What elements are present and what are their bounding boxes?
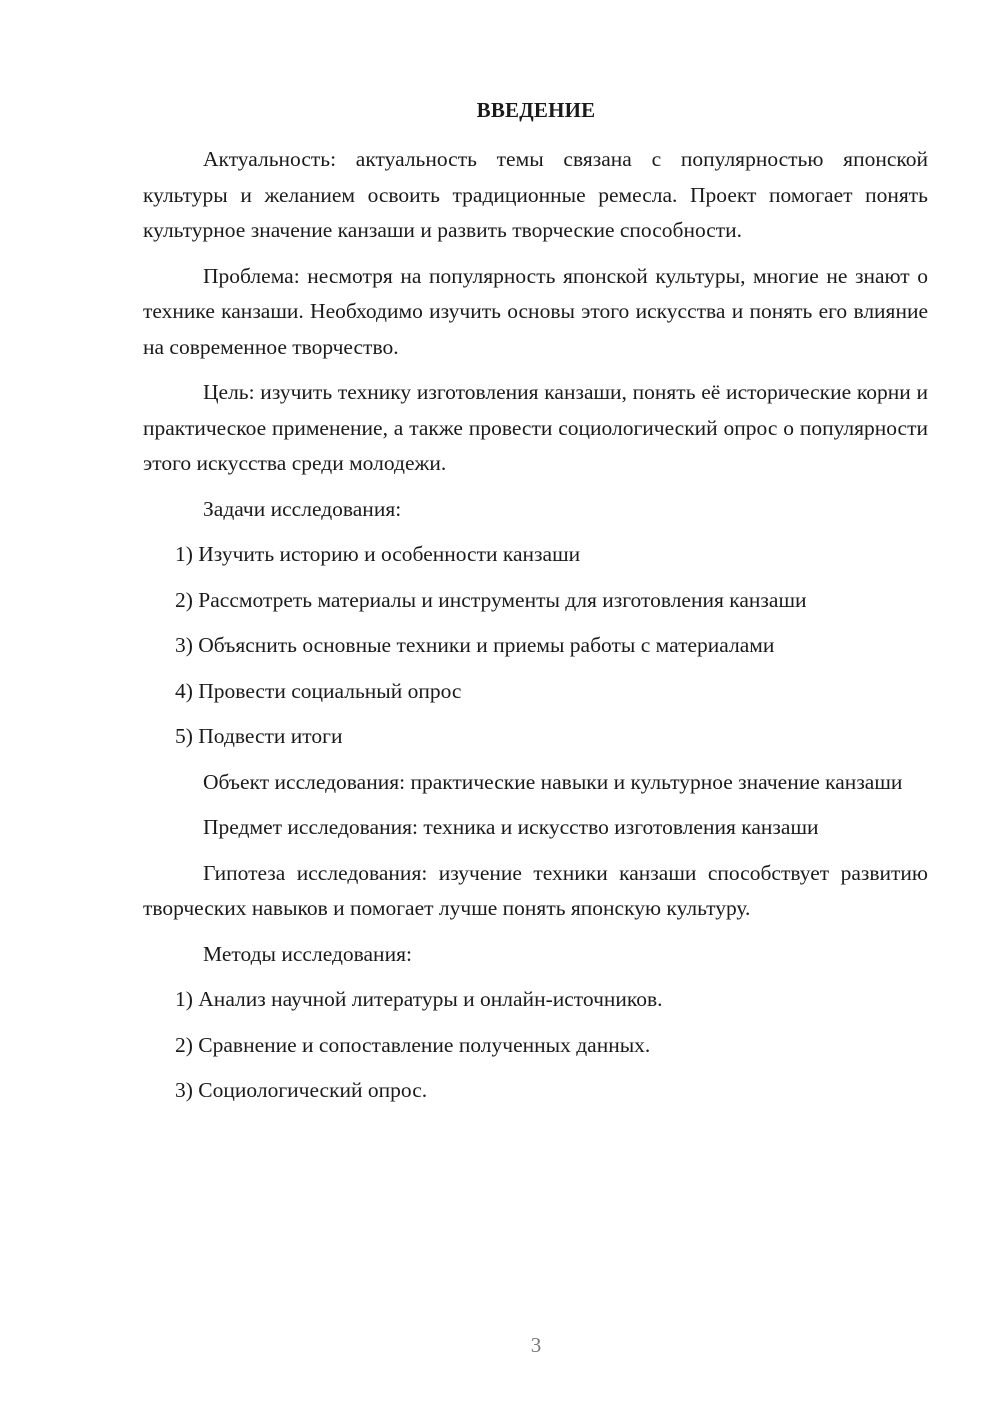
document-body: [143, 142, 928, 1119]
list-item: 1) Анализ научной литературы и онлайн-источников.: [175, 987, 663, 1011]
relevance-paragraph: Актуальность: актуальность темы связана с популярностью японской культуры и желанием освоить традиционные ремесла. Проект помогает понять культурное значение канзаши и развить творческие способности.: [143, 147, 928, 242]
page-title: ВВЕДЕНИЕ: [476, 98, 596, 122]
list-item: 2) Рассмотреть материалы и инструменты для изготовления канзаши: [175, 587, 807, 612]
list-item: 5) Подвести итоги: [175, 724, 343, 748]
page-number: 3: [530, 1333, 542, 1357]
object-paragraph: Объект исследования: практические навыки и культурное значение канзаши: [203, 769, 903, 794]
problem-paragraph: Проблема: несмотря на популярность японской культуры, многие не знают о технике канзаши. Необходимо изучить основы этого искусства и понять его влияние на современное творчество.: [143, 263, 928, 359]
methods-title: Методы исследования:: [203, 941, 412, 966]
hypothesis-paragraph: Гипотеза исследования: изучение техники канзаши способствует развитию творческих навыков и помогает лучше понять японскую культуру.: [143, 860, 928, 920]
goal-paragraph: Цель: изучить технику изготовления канзаши, понять её исторические корни и практическое применение, а также провести социологический опрос о популярности этого искусства среди молодежи.: [143, 380, 928, 475]
list-item: 2) Сравнение и сопоставление полученных данных.: [175, 1032, 651, 1057]
subject-paragraph: Предмет исследования: техника и искусство изготовления канзаши: [203, 815, 819, 839]
list-item: 3) Объяснить основные техники и приемы работы с материалами: [175, 633, 775, 657]
methods-list: [143, 982, 928, 1109]
list-item: 1) Изучить историю и особенности канзаши: [175, 542, 581, 566]
list-item: 3) Социологический опрос.: [175, 1078, 428, 1102]
tasks-title: Задачи исследования:: [203, 496, 402, 521]
list-item: 4) Провести социальный опрос: [175, 678, 462, 703]
tasks-list: [143, 537, 928, 755]
